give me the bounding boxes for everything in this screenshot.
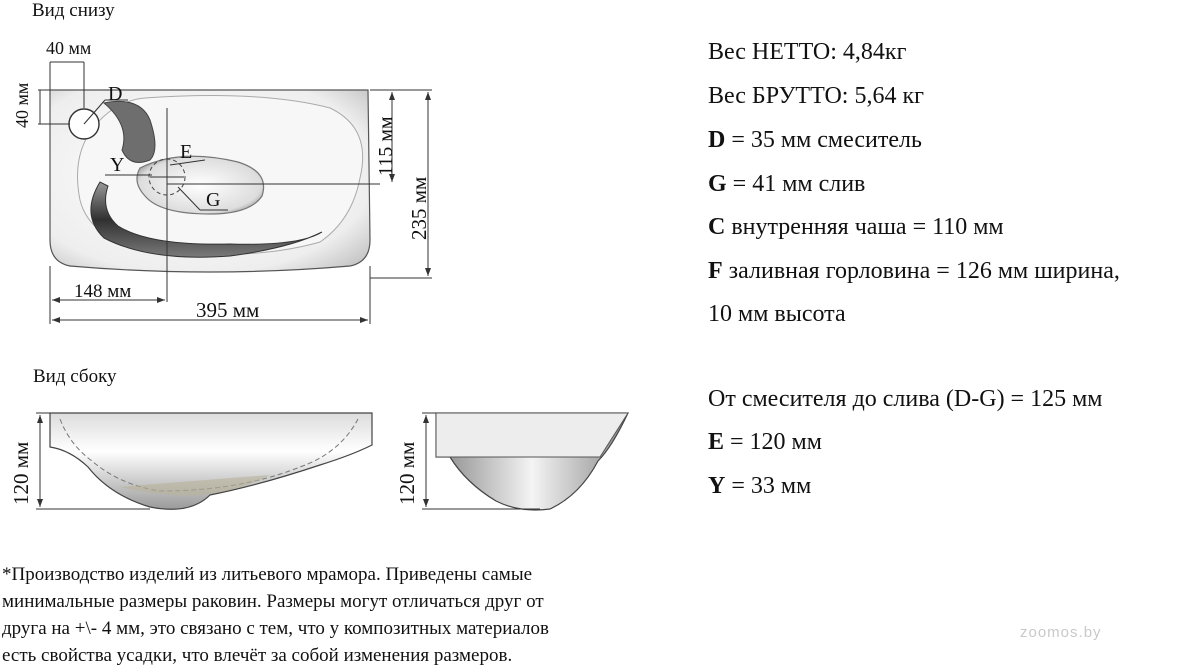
spec-e-value: = 120 мм bbox=[724, 429, 822, 455]
bottom-view-drawing bbox=[0, 0, 450, 340]
dim-top-offset: 40 мм bbox=[12, 82, 32, 128]
dim-left-offset: 40 мм bbox=[46, 38, 92, 58]
spec-f-key: F bbox=[708, 258, 723, 284]
spec-c-key: C bbox=[708, 214, 726, 240]
dim-drain-x: 148 мм bbox=[74, 281, 132, 302]
spec-y-key: Y bbox=[708, 473, 726, 499]
spec-g-value: = 41 мм слив bbox=[726, 171, 866, 197]
label-g: G bbox=[206, 189, 221, 211]
spec-c bbox=[708, 215, 1004, 239]
bottom-view-title: Вид снизу bbox=[32, 0, 115, 21]
spec-g-key: G bbox=[708, 171, 727, 197]
spec-gross-weight: Вес БРУТТО: 5,64 кг bbox=[708, 83, 924, 109]
side-view-title: Вид сбоку bbox=[33, 366, 117, 387]
dim-width: 395 мм bbox=[196, 298, 260, 322]
spec-d-key: D bbox=[708, 127, 726, 153]
label-y: Y bbox=[110, 154, 125, 176]
footnote bbox=[2, 561, 549, 669]
spec-e bbox=[708, 430, 822, 454]
footnote-line-2: минимальные размеры раковин. Размеры могут отличаться друг от bbox=[2, 591, 544, 612]
footnote-line-1: *Производство изделий из литьевого мрамора. Приведены самые bbox=[2, 564, 533, 585]
spec-f-value: заливная горловина = 126 мм ширина, bbox=[722, 258, 1120, 284]
label-d: D bbox=[108, 83, 123, 105]
spec-e-key: E bbox=[708, 429, 725, 455]
spec-f bbox=[708, 259, 1120, 283]
spec-dg: От смесителя до слива (D-G) = 125 мм bbox=[708, 386, 1103, 412]
dim-height-front: 120 мм bbox=[9, 441, 33, 505]
footnote-line-3: друга на +\- 4 мм, это связано с тем, что у композитных материалов bbox=[2, 618, 549, 639]
spec-net-weight: Вес НЕТТО: 4,84кг bbox=[708, 39, 907, 65]
spec-y bbox=[708, 474, 811, 498]
side-view-drawing bbox=[0, 395, 640, 525]
spec-c-value: внутренняя чаша = 110 мм bbox=[725, 214, 1004, 240]
dim-drain-y: 115 мм bbox=[375, 116, 397, 176]
front-profile bbox=[50, 413, 372, 509]
spec-d-value: = 35 мм смеситель bbox=[725, 127, 922, 153]
dim-height-side: 120 мм bbox=[395, 441, 419, 505]
spec-d bbox=[708, 128, 922, 152]
spec-y-value: = 33 мм bbox=[725, 473, 812, 499]
label-e: E bbox=[180, 141, 193, 163]
spec-g bbox=[708, 172, 865, 196]
spec-f-line2: 10 мм высота bbox=[708, 301, 846, 327]
dim-depth: 235 мм bbox=[407, 176, 431, 240]
footnote-line-4: есть свойства усадки, что влечёт за собой изменения размеров. bbox=[2, 645, 513, 666]
watermark: zoomos.by bbox=[1020, 624, 1102, 641]
